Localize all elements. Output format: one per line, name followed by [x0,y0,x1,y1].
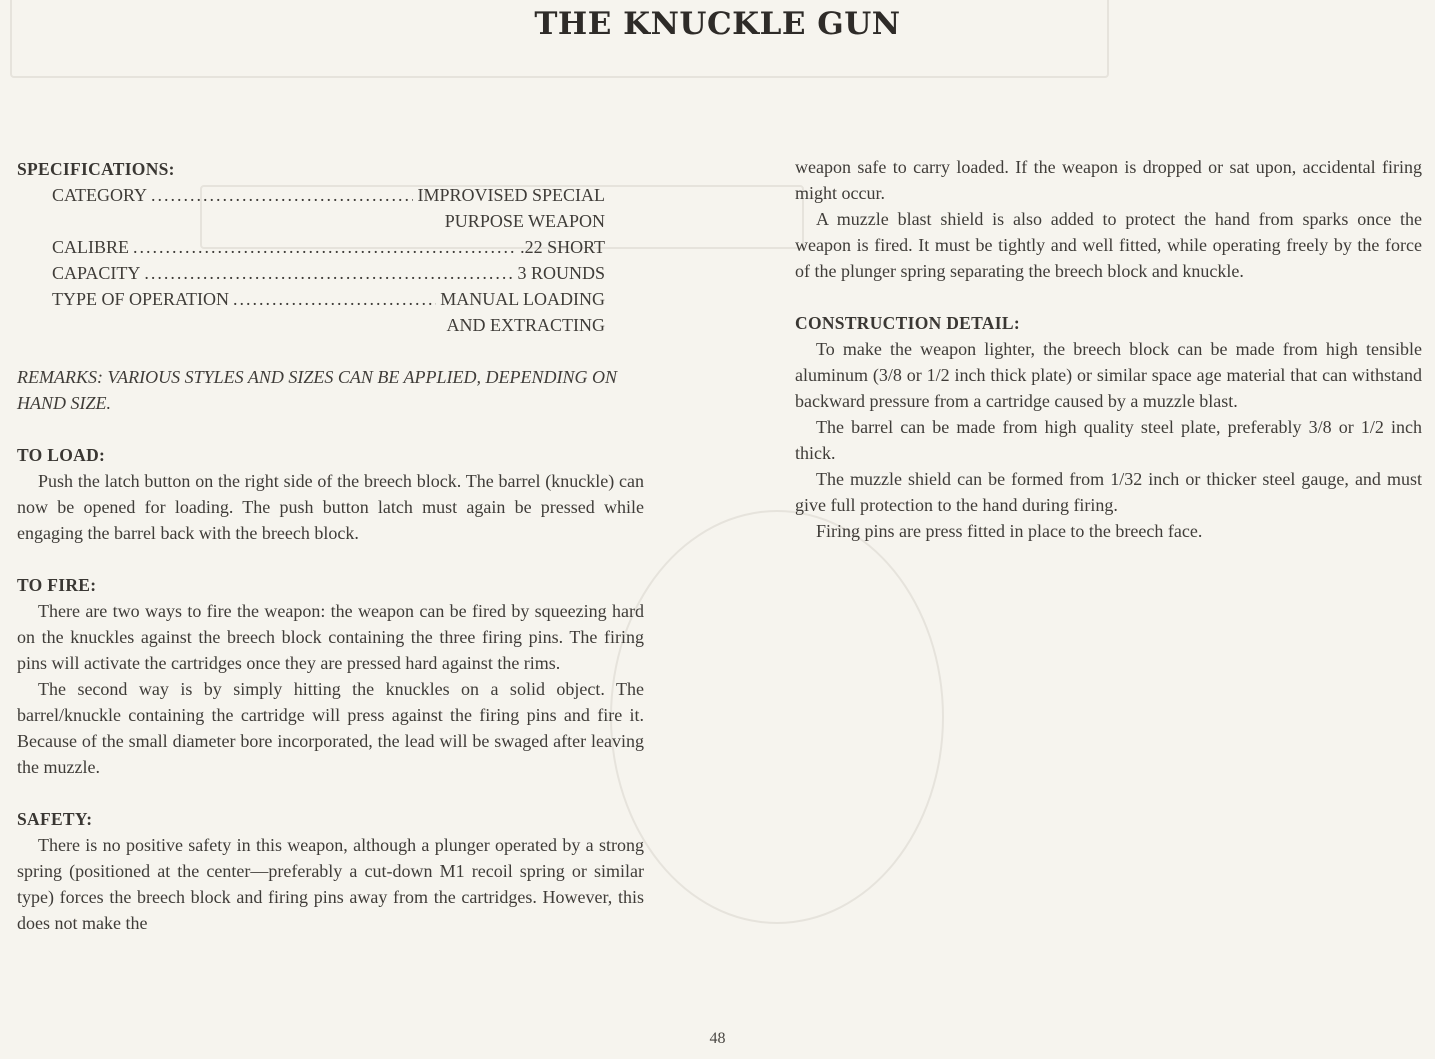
spec-label: CATEGORY [52,185,148,205]
paragraph: To make the weapon lighter, the breech block can be made from high tensible aluminum (3/8 or 1/2 inch thick plate) or similar space age material that can withstand backward pressure from a cartridge caused by a muzzle blast. [795,339,1422,411]
spec-value-continued: PURPOSE WEAPON [444,211,605,231]
left-column [17,156,644,936]
to-fire-heading: TO FIRE: [17,575,97,595]
spec-value: 3 ROUNDS [517,263,605,283]
spec-label: CALIBRE [52,237,130,257]
paragraph: A muzzle blast shield is also added to protect the hand from sparks once the weapon is fired. It must be tightly and well fitted, while operating freely by the force of the plunger spring separating the breech block and knuckle. [795,209,1422,281]
spec-label: CAPACITY [52,263,141,283]
page-title: THE KNUCKLE GUN [534,6,901,42]
to-load-heading: TO LOAD: [17,445,106,465]
leader-dots [133,234,516,260]
spec-row [17,182,644,234]
paragraph: There are two ways to fire the weapon: the weapon can be fired by squeezing hard on the knuckles against the breech block containing the three firing pins. The firing pins will activate the cartridges once they are pressed hard against the rims. [17,601,644,673]
paragraph: The second way is by simply hitting the knuckles on a solid object. The barrel/knuckle containing the cartridge will press against the firing pins and fire it. Because of the small diameter bore incorporated, the lead will be swaged after leaving the muzzle. [17,679,644,777]
spec-value-continued: AND EXTRACTING [446,315,605,335]
specifications-heading: SPECIFICATIONS: [17,159,175,179]
safety-heading: SAFETY: [17,809,93,829]
leader-dots [144,260,513,286]
right-column [795,154,1422,544]
construction-heading: CONSTRUCTION DETAIL: [795,313,1020,333]
paragraph: There is no positive safety in this weapon, although a plunger operated by a strong spring (positioned at the center—preferably a cut-down M1 recoil spring or similar type) forces the breech block and firing pins away from the cartridges. However, this does not make the [17,835,644,933]
spec-row [17,260,644,286]
leader-dots [151,182,413,208]
page-number: 48 [709,1030,726,1047]
remarks: REMARKS: VARIOUS STYLES AND SIZES CAN BE APPLIED, DEPENDING ON HAND SIZE. [17,367,617,413]
paragraph: Firing pins are press fitted in place to the breech face. [816,521,1203,541]
paragraph: Push the latch button on the right side of the breech block. The barrel (knuckle) can now be opened for loading. The push button latch must again be pressed while engaging the barrel back with the breech block. [17,471,644,543]
bleed-through-circle [610,510,944,924]
paragraph: The muzzle shield can be formed from 1/32 inch or thicker steel gauge, and must give full protection to the hand during firing. [795,469,1422,515]
paragraph-continued: weapon safe to carry loaded. If the weapon is dropped or sat upon, accidental firing might occur. [795,157,1422,203]
spec-row [17,286,644,338]
spec-value: IMPROVISED SPECIAL [417,185,605,205]
leader-dots [233,286,436,312]
spec-value: MANUAL LOADING [440,289,605,309]
spec-value: .22 SHORT [520,237,605,257]
paragraph: The barrel can be made from high quality steel plate, preferably 3/8 or 1/2 inch thick. [795,417,1422,463]
spec-row [17,234,644,260]
spec-label: TYPE OF OPERATION [52,289,230,309]
